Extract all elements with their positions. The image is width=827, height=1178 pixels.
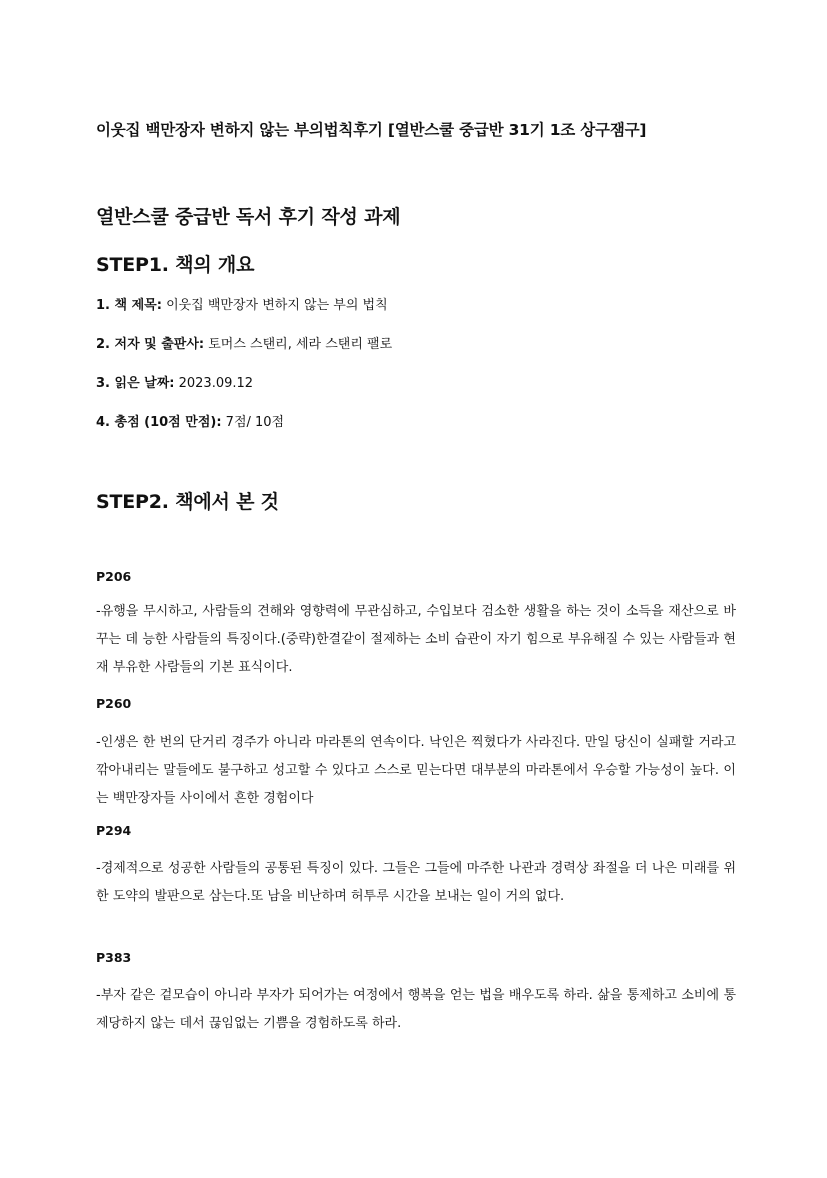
step1-heading: STEP1. 책의 개요 — [96, 254, 255, 276]
step2-heading: STEP2. 책에서 본 것 — [96, 491, 279, 513]
quote-text: -경제적으로 성공한 사람들의 공통된 특징이 있다. 그들은 그들에 마주한 나관과 경력상 좌절을 더 나은 미래를 위한 도약의 발판으로 삼는다.또 남을 비난하며 허투루 시간을 보내는 일이 거의 없다. — [96, 861, 736, 904]
info-read-date — [96, 372, 253, 391]
quote-page-number: P260 — [96, 696, 132, 711]
info-score — [96, 411, 284, 430]
quote-text: -부자 같은 겉모습이 아니라 부자가 되어가는 여정에서 행복을 얻는 법을 배우도록 하라. 삶을 통제하고 소비에 통제당하지 않는 데서 끊임없는 기쁨을 경험하도록 하라. — [96, 988, 736, 1031]
quote-text: -인생은 한 번의 단거리 경주가 아니라 마라톤의 연속이다. 낙인은 찍혔다가 사라진다. 만일 당신이 실패할 거라고 깎아내리는 말들에도 불구하고 성고할 수 있다고 스스로 믿는다면 대부분의 마라톤에서 우승할 가능성이 높다. 이는 백만장자들 사이에서 흔한 경험이다 — [96, 735, 736, 806]
quote-page-number: P206 — [96, 569, 132, 584]
info-book-title — [96, 294, 388, 313]
info-value: 토머스 스탠리, 세라 스탠리 팰로 — [208, 337, 393, 352]
info-label: 1. 책 제목: — [96, 298, 162, 313]
info-label: 4. 총점 (10점 만점): — [96, 415, 222, 430]
quote-page-number: P294 — [96, 823, 132, 838]
info-value: 2023.09.12 — [178, 376, 254, 391]
quote-text: -유행을 무시하고, 사람들의 견해와 영향력에 무관심하고, 수입보다 검소한 생활을 하는 것이 소득을 재산으로 바꾸는 데 능한 사람들의 특징이다.(중략)한결같이 절제하는 소비 습관이 자기 힘으로 부유해질 수 있는 사람들과 현재 부유한 사람들의 기본 표식이다. — [96, 604, 736, 675]
info-value: 이웃집 백만장자 변하지 않는 부의 법칙 — [166, 298, 388, 313]
document-title: 이웃집 백만장자 변하지 않는 부의법칙후기 [열반스쿨 중급반 31기 1조 상구잼구] — [96, 121, 647, 139]
quote-page-number: P383 — [96, 950, 132, 965]
info-author-publisher — [96, 333, 392, 352]
info-value: 7점/ 10점 — [225, 415, 285, 430]
info-label: 3. 읽은 날짜: — [96, 376, 175, 391]
info-label: 2. 저자 및 출판사: — [96, 337, 205, 352]
assignment-heading: 열반스쿨 중급반 독서 후기 작성 과제 — [96, 206, 401, 228]
